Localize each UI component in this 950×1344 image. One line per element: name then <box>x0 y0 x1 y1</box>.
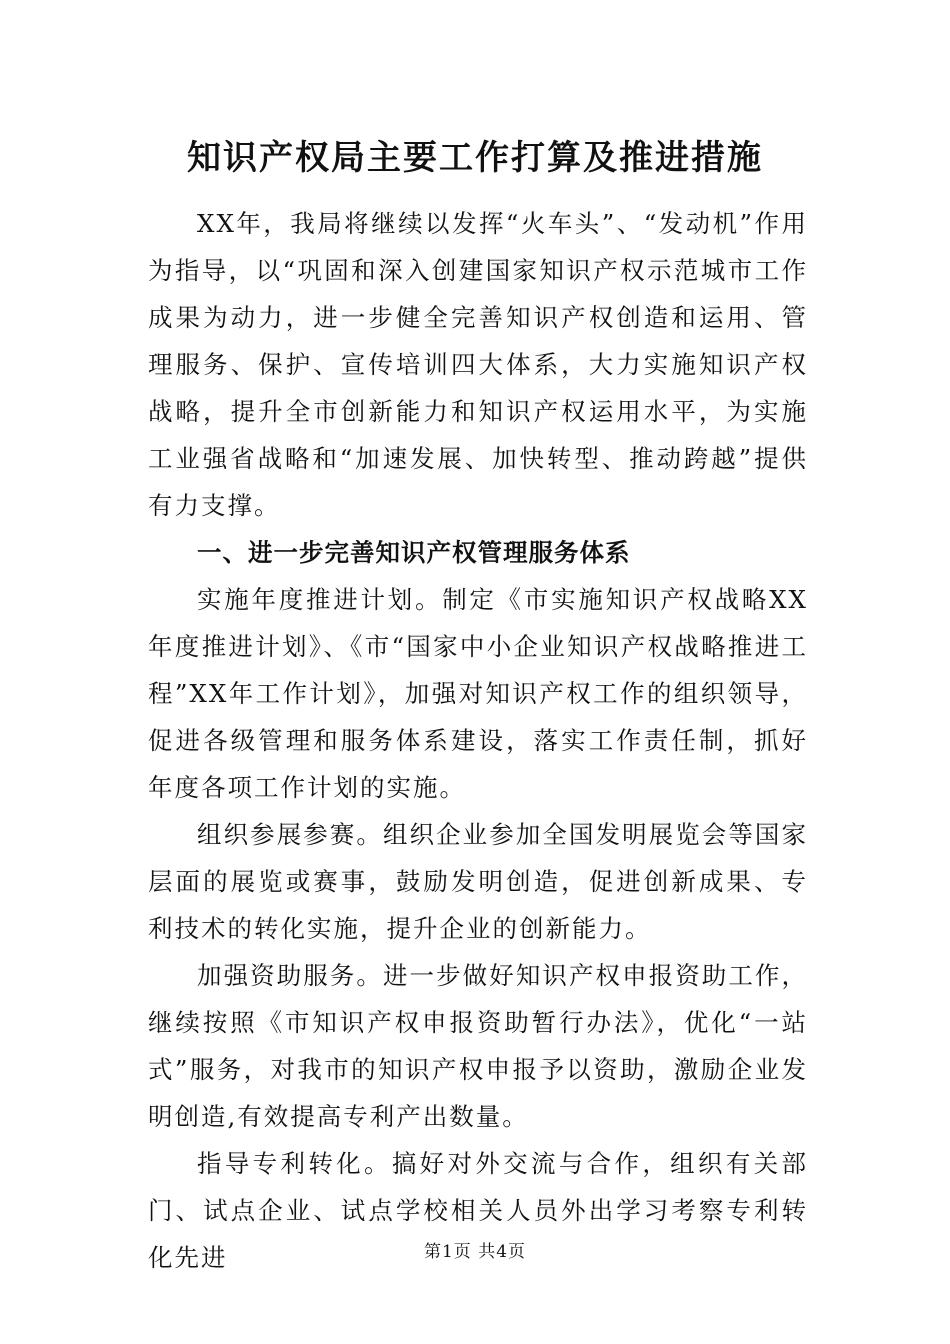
body-paragraph: 加强资助服务。进一步做好知识产权申报资助工作，继续按照《市知识产权申报资助暂行办法》，优化“一站式”服务，对我市的知识产权申报予以资助，激励企业发明创造,有效提高专利产出数量。 <box>148 961 808 1131</box>
section-heading: 一、进一步完善知识产权管理服务体系 <box>197 538 631 567</box>
page-footer: 第1页 共4页 <box>423 1242 527 1262</box>
body-paragraph: 指导专利转化。搞好对外交流与合作，组织有关部门、试点企业、试点学校相关人员外出学习考察专利转化先进 <box>148 1149 808 1272</box>
body-paragraph: 实施年度推进计划。制定《市实施知识产权战略XX年度推进计划》、《市“国家中小企业知识产权战略推进工程”XX年工作计划》，加强对知识产权工作的组织领导，促进各级管理和服务体系建设，落实工作责任制，抓好年度各项工作计划的实施。 <box>148 585 808 802</box>
document-title: 知识产权局主要工作打算及推进措施 <box>187 138 763 178</box>
document-body <box>148 200 808 1281</box>
body-paragraph: 组织参展参赛。组织企业参加全国发明展览会等国家层面的展览或赛事，鼓励发明创造，促进创新成果、专利技术的转化实施，提升企业的创新能力。 <box>148 820 808 943</box>
intro-paragraph: XX年，我局将继续以发挥“火车头”、“发动机”作用为指导，以“巩固和深入创建国家知识产权示范城市工作成果为动力，进一步健全完善知识产权创造和运用、管理服务、保护、宣传培训四大体系，大力实施知识产权战略，提升全市创新能力和知识产权运用水平，为实施工业强省战略和“加速发展、加快转型、推动跨越”提供有力支撑。 <box>148 209 808 520</box>
